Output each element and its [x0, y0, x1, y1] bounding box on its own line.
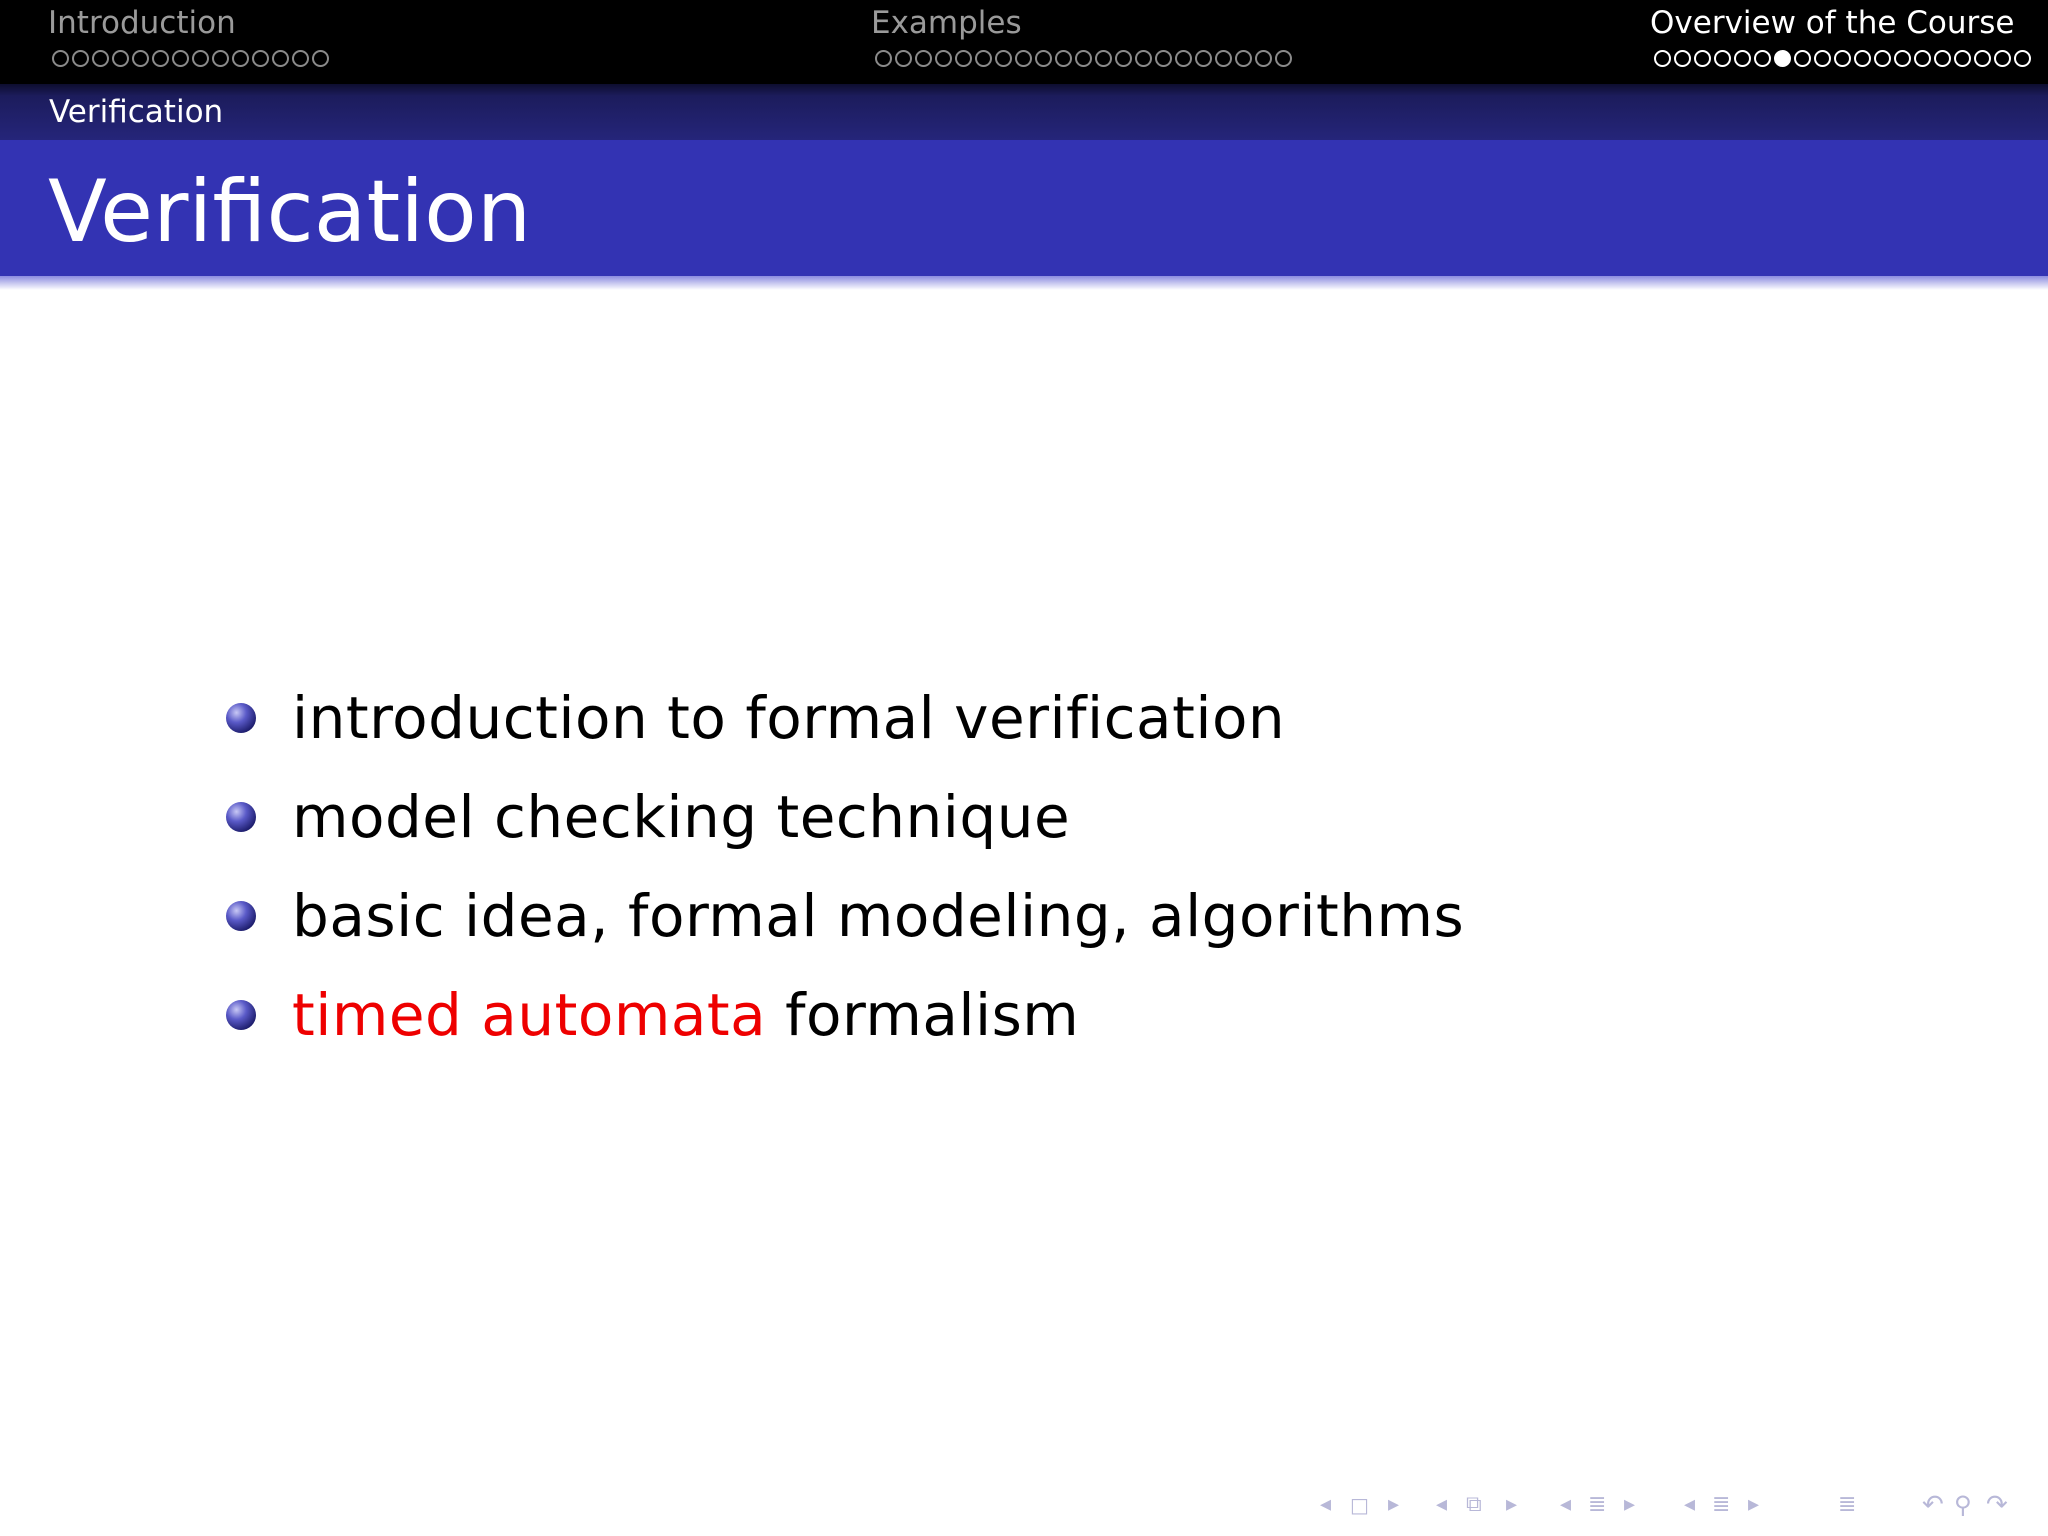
forward-icon[interactable]: ↷ [1986, 1490, 2008, 1520]
frame-dot[interactable] [1714, 50, 1731, 67]
frame-title-bar [0, 140, 2048, 276]
frame-dot[interactable] [1654, 50, 1671, 67]
frame-dot[interactable] [112, 50, 129, 67]
section-icon[interactable]: ≣ [1588, 1492, 1607, 1517]
bullet-text-rest: formalism [766, 980, 1080, 1049]
frame-dot[interactable] [1854, 50, 1871, 67]
appendix-icon[interactable]: ≣ [1838, 1492, 1857, 1517]
bullet-text [292, 980, 1079, 1050]
frame-dot[interactable] [1934, 50, 1951, 67]
frame-dot[interactable] [1914, 50, 1931, 67]
bullet-text: introduction to formal verification [292, 683, 1286, 752]
nav-frame-dots [875, 50, 1292, 67]
frame-dot[interactable] [1814, 50, 1831, 67]
next-frame-icon[interactable]: ▸ [1388, 1492, 1400, 1517]
frame-dot[interactable] [2014, 50, 2031, 67]
frame-dot[interactable] [955, 50, 972, 67]
prev-section-icon[interactable]: ◂ [1560, 1492, 1572, 1517]
frame-dot[interactable] [272, 50, 289, 67]
frame-dot[interactable] [292, 50, 309, 67]
bullet-item [226, 668, 1464, 767]
prev-part-icon[interactable]: ◂ [1684, 1492, 1696, 1517]
subsection-icon[interactable]: ⧉ [1466, 1492, 1482, 1517]
bullet-item [226, 866, 1464, 965]
search-icon[interactable]: ⚲ [1954, 1491, 1972, 1519]
part-icon[interactable]: ≣ [1712, 1492, 1731, 1517]
bullet-list [226, 668, 1464, 1064]
frame-dot[interactable] [915, 50, 932, 67]
frame-dot[interactable] [995, 50, 1012, 67]
frame-dot[interactable] [72, 50, 89, 67]
bullet-text: model checking technique [292, 782, 1071, 851]
frame-dot[interactable] [1175, 50, 1192, 67]
prev-subsection-icon[interactable]: ◂ [1436, 1492, 1448, 1517]
frame-dot[interactable] [212, 50, 229, 67]
frame-dot[interactable] [1734, 50, 1751, 67]
frame-dot[interactable] [1834, 50, 1851, 67]
frame-dot[interactable] [1055, 50, 1072, 67]
frame-dot[interactable] [92, 50, 109, 67]
frame-dot[interactable] [1075, 50, 1092, 67]
frame-icon[interactable]: □ [1350, 1493, 1369, 1517]
bullet-ball-icon [226, 901, 256, 931]
nav-frame-dots [52, 50, 329, 67]
frame-dot[interactable] [52, 50, 69, 67]
frame-dot[interactable] [1894, 50, 1911, 67]
frame-dot[interactable] [1035, 50, 1052, 67]
frame-dot[interactable] [1694, 50, 1711, 67]
next-part-icon[interactable]: ▸ [1748, 1492, 1760, 1517]
nav-frame-dots [1654, 50, 2031, 67]
frame-dot[interactable] [1215, 50, 1232, 67]
frame-dot[interactable] [1275, 50, 1292, 67]
frame-title: Verification [48, 162, 532, 262]
frame-dot[interactable] [1994, 50, 2011, 67]
frame-dot[interactable] [1794, 50, 1811, 67]
next-section-icon[interactable]: ▸ [1624, 1492, 1636, 1517]
bullet-ball-icon [226, 802, 256, 832]
frame-dot[interactable] [1674, 50, 1691, 67]
frame-dot[interactable] [1754, 50, 1771, 67]
frame-dot[interactable] [1155, 50, 1172, 67]
bullet-ball-icon [226, 703, 256, 733]
frame-dot[interactable] [1135, 50, 1152, 67]
frame-dot[interactable] [1255, 50, 1272, 67]
subsection-label[interactable]: Verification [49, 94, 224, 130]
frame-dot[interactable] [1974, 50, 1991, 67]
subsection-bar [0, 84, 2048, 140]
nav-section-title[interactable]: Introduction [48, 5, 236, 41]
frame-dot[interactable] [1015, 50, 1032, 67]
bullet-item [226, 767, 1464, 866]
frame-dot[interactable] [152, 50, 169, 67]
frame-dot[interactable] [1954, 50, 1971, 67]
nav-section-title[interactable]: Examples [871, 5, 1022, 41]
frame-dot[interactable] [875, 50, 892, 67]
section-navigation-bar [0, 0, 2048, 84]
next-subsection-icon[interactable]: ▸ [1506, 1492, 1518, 1517]
bullet-ball-icon [226, 1000, 256, 1030]
beamer-navigation-symbols [1310, 1490, 2030, 1520]
frame-dot[interactable] [975, 50, 992, 67]
title-bar-shadow [0, 276, 2048, 290]
current-frame-dot[interactable] [1774, 50, 1791, 67]
frame-dot[interactable] [1195, 50, 1212, 67]
back-icon[interactable]: ↶ [1922, 1490, 1944, 1520]
frame-dot[interactable] [1095, 50, 1112, 67]
frame-dot[interactable] [312, 50, 329, 67]
frame-dot[interactable] [935, 50, 952, 67]
frame-dot[interactable] [172, 50, 189, 67]
bullet-item [226, 965, 1464, 1064]
prev-frame-icon[interactable]: ◂ [1320, 1492, 1332, 1517]
frame-dot[interactable] [1874, 50, 1891, 67]
frame-dot[interactable] [1115, 50, 1132, 67]
frame-dot[interactable] [895, 50, 912, 67]
frame-dot[interactable] [1235, 50, 1252, 67]
frame-dot[interactable] [252, 50, 269, 67]
frame-dot[interactable] [132, 50, 149, 67]
nav-section-title[interactable]: Overview of the Course [1650, 5, 2015, 41]
frame-dot[interactable] [192, 50, 209, 67]
frame-dot[interactable] [232, 50, 249, 67]
highlighted-term: timed automata [292, 980, 767, 1049]
bullet-text: basic idea, formal modeling, algorithms [292, 881, 1465, 950]
